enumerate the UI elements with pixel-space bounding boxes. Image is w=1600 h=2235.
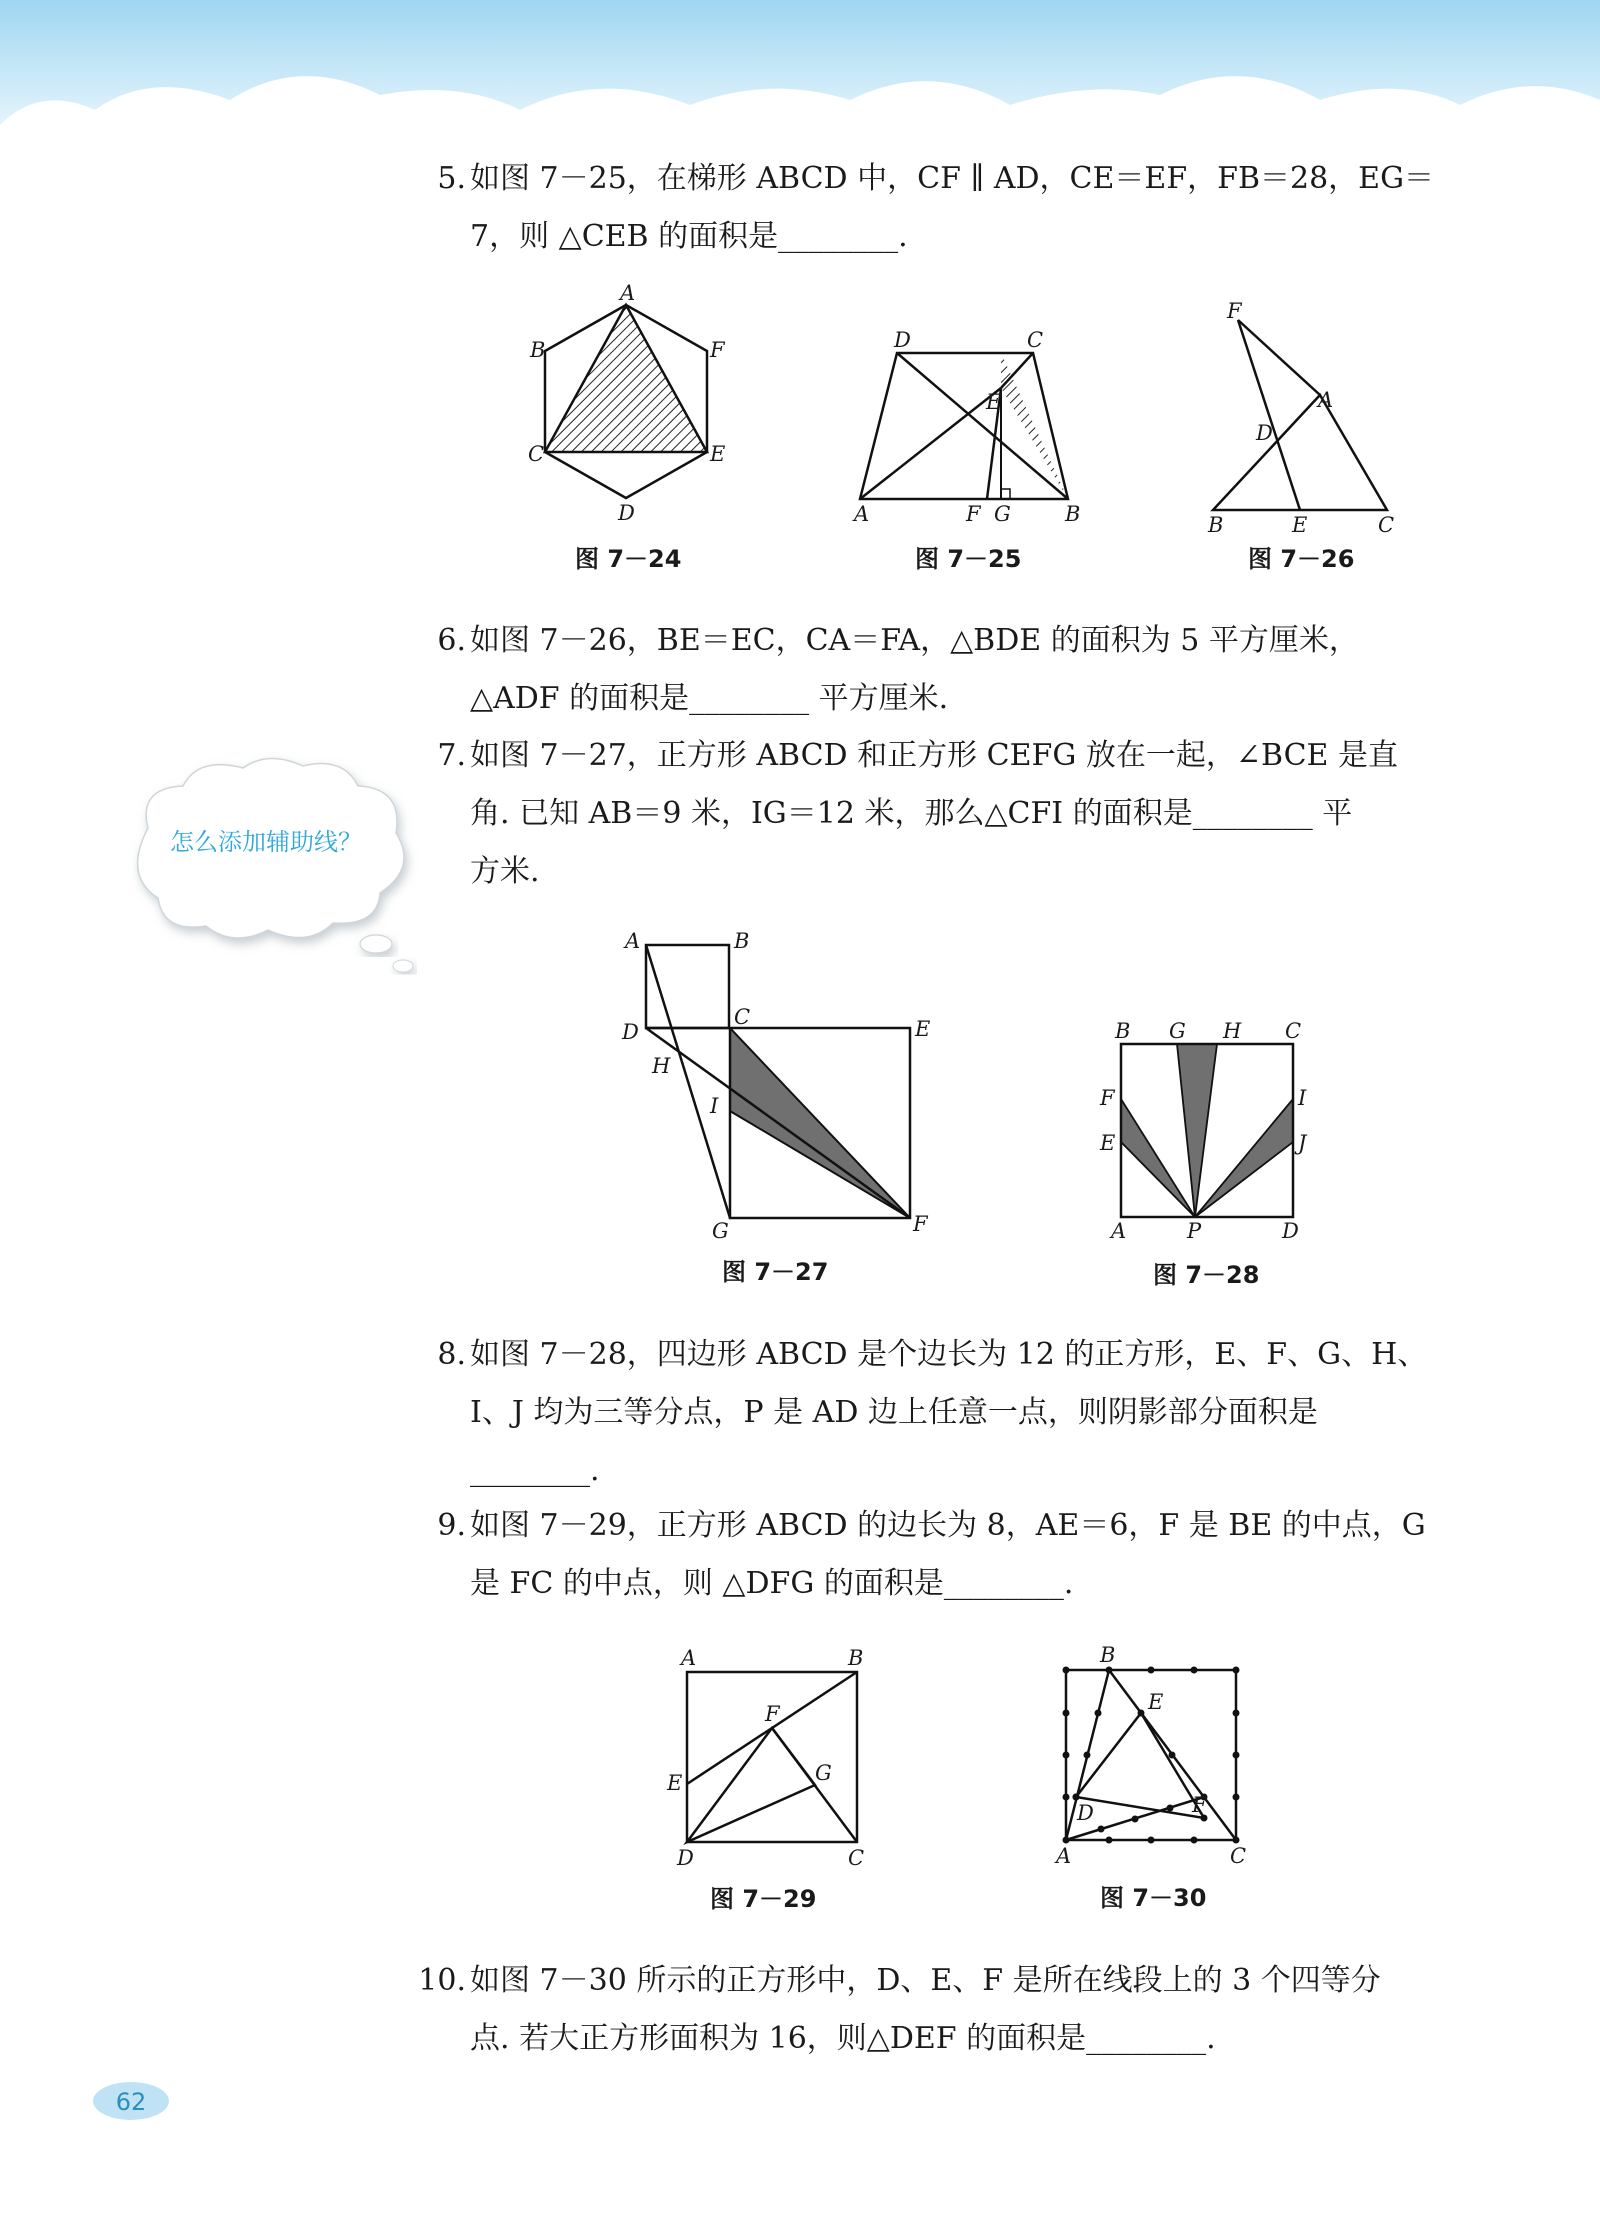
point-label: C [528, 442, 545, 466]
figure-caption: 图 7－27 [722, 1258, 829, 1286]
problem-text-line: 如图 7－26，BE＝EC，CA＝FA，△BDE 的面积为 5 平方厘米， [470, 623, 1359, 658]
point-label: C [1230, 1844, 1247, 1868]
problem-number: 10. [418, 1963, 466, 1998]
figure-caption: 图 7－25 [915, 545, 1022, 573]
problem-text-line: 如图 7－25，在梯形 ABCD 中，CF ∥ AD，CE＝EF，FB＝28，EG＝ [470, 161, 1435, 196]
figure-7-27 [610, 928, 950, 1298]
point-label: A [620, 281, 636, 305]
point-label: J [1298, 1131, 1307, 1155]
point-label: F [913, 1212, 928, 1236]
point-label: G [1169, 1019, 1186, 1043]
point-label: C [848, 1846, 865, 1870]
point-label: B [1065, 502, 1081, 526]
figure-caption: 图 7－29 [710, 1885, 817, 1913]
point-label: D [622, 1020, 639, 1044]
problem-text-line: 如图 7－30 所示的正方形中，D、E、F 是所在线段上的 3 个四等分 [470, 1963, 1381, 1998]
point-label: A [1318, 388, 1334, 412]
problem-9 [437, 1497, 1470, 1613]
point-label: B [848, 1646, 864, 1670]
problem-8 [437, 1326, 1470, 1500]
problem-text-line: 点. 若大正方形面积为 16，则△DEF 的面积是________. [470, 2021, 1216, 2056]
problem-number: 7. [437, 738, 466, 773]
point-label: E [1100, 1131, 1116, 1155]
figure-7-25 [850, 325, 1090, 585]
point-label: P [1187, 1219, 1202, 1243]
point-label: H [652, 1054, 671, 1078]
point-label: G [815, 1761, 832, 1785]
point-label: F [710, 338, 725, 362]
figure-7-28 [1085, 1010, 1325, 1300]
problem-text-line: △ADF 的面积是________ 平方厘米. [470, 681, 949, 716]
point-label: E [1148, 1690, 1164, 1714]
figure-7-30 [1040, 1640, 1280, 1920]
problem-text-line: 如图 7－27，正方形 ABCD 和正方形 CEFG 放在一起，∠BCE 是直 [470, 738, 1398, 773]
figure-7-24 [510, 281, 760, 585]
point-label: H [1223, 1019, 1242, 1043]
point-label: E [915, 1017, 931, 1041]
problem-number: 8. [437, 1337, 466, 1372]
point-label: E [1292, 513, 1308, 537]
problem-number: 5. [437, 161, 466, 196]
top-cloud-banner [0, 0, 1600, 160]
thought-bubble [118, 748, 438, 988]
point-label: D [677, 1846, 694, 1870]
point-label: F [1100, 1086, 1115, 1110]
point-label: E [710, 442, 726, 466]
figure-7-29 [665, 1645, 895, 1920]
point-label: G [712, 1219, 729, 1243]
point-label: A [854, 502, 870, 526]
bubble-text: 怎么添加辅助线？ [170, 828, 362, 856]
problem-5 [437, 150, 1470, 266]
point-label: B [1208, 513, 1224, 537]
problem-number: 9. [437, 1508, 466, 1543]
point-label: C [1027, 328, 1044, 352]
point-label: C [1378, 513, 1395, 537]
point-label: G [994, 502, 1011, 526]
figure-caption: 图 7－28 [1153, 1261, 1260, 1289]
point-label: B [1115, 1019, 1131, 1043]
point-label: D [1077, 1801, 1094, 1825]
point-label: E [986, 390, 1002, 414]
point-label: A [681, 1646, 697, 1670]
figure-caption: 图 7－24 [575, 545, 682, 573]
point-label: B [1100, 1643, 1116, 1667]
point-label: D [1256, 421, 1273, 445]
point-label: E [667, 1771, 683, 1795]
point-label: C [734, 1005, 751, 1029]
figure-7-26 [1200, 300, 1430, 585]
page-number: 62 [115, 2088, 147, 2116]
problem-10 [418, 1952, 1470, 2068]
point-label: F [765, 1702, 780, 1726]
point-label: A [1056, 1844, 1072, 1868]
problem-text-line: 方米. [470, 854, 540, 889]
figure-caption: 图 7－26 [1248, 545, 1355, 573]
point-label: B [530, 338, 546, 362]
point-label: F [966, 502, 981, 526]
point-label: D [894, 328, 911, 352]
problem-7 [437, 727, 1470, 901]
point-label: I [710, 1094, 719, 1118]
point-label: F [1192, 1793, 1207, 1817]
point-label: D [1282, 1219, 1299, 1243]
point-label: A [625, 929, 641, 953]
problem-text-line: 如图 7－29，正方形 ABCD 的边长为 8，AE＝6，F 是 BE 的中点，G [470, 1508, 1426, 1543]
point-label: A [1111, 1219, 1127, 1243]
problem-text-line: 7，则 △CEB 的面积是________. [470, 219, 908, 254]
point-label: B [734, 929, 750, 953]
problem-text-line: ________. [470, 1453, 600, 1488]
problem-number: 6. [437, 623, 466, 658]
figure-caption: 图 7－30 [1100, 1884, 1207, 1912]
point-label: C [1285, 1019, 1302, 1043]
point-label: D [618, 501, 635, 525]
problem-text-line: 是 FC 的中点，则 △DFG 的面积是________. [470, 1566, 1074, 1601]
point-label: I [1298, 1086, 1307, 1110]
point-label: F [1227, 299, 1242, 323]
problem-6 [437, 612, 1470, 728]
problem-text-line: I、J 均为三等分点，P 是 AD 边上任意一点，则阴影部分面积是 [470, 1395, 1318, 1430]
problem-text-line: 如图 7－28，四边形 ABCD 是个边长为 12 的正方形，E、F、G、H、 [470, 1337, 1428, 1372]
page-number-badge [92, 2080, 170, 2122]
problem-text-line: 角. 已知 AB＝9 米，IG＝12 米，那么△CFI 的面积是________ 平 [470, 796, 1353, 831]
